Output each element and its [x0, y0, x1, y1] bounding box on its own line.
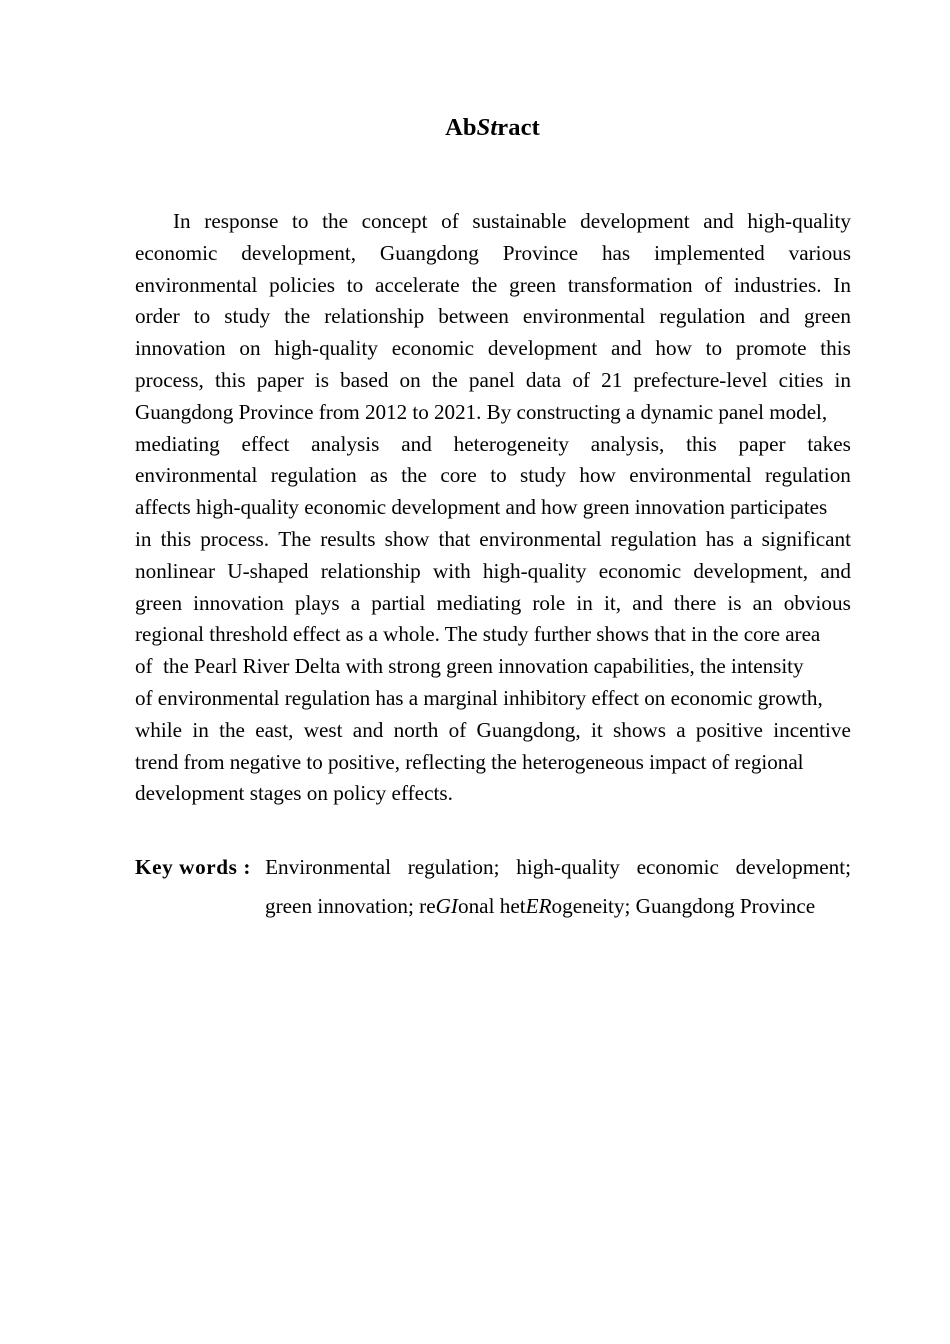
abstract-word: and — [352, 717, 384, 742]
abstract-word: process, — [135, 367, 204, 392]
abstract-word: development, — [241, 240, 357, 265]
abstract-word: incentive — [773, 717, 851, 742]
abstract-word: promote — [735, 336, 807, 361]
abstract-word: obvious — [783, 590, 851, 615]
abstract-word: environmental — [135, 272, 258, 297]
abstract-word: shows — [612, 717, 666, 742]
keyword-term: high-quality — [516, 855, 620, 879]
abstract-word: analysis, — [590, 431, 665, 456]
abstract-word: 21 — [601, 367, 623, 392]
keywords-terms-line-1 — [265, 848, 851, 887]
abstract-word: cities — [778, 367, 824, 392]
abstract-line — [135, 333, 851, 365]
abstract-word: this — [214, 367, 246, 392]
abstract-word: innovation — [193, 590, 284, 615]
abstract-word: sustainable — [472, 209, 567, 233]
abstract-word: paper — [256, 367, 304, 392]
abstract-word: to — [193, 304, 211, 329]
abstract-word: how — [655, 336, 692, 361]
abstract-word: process. — [200, 526, 270, 551]
abstract-word: is — [314, 367, 330, 392]
abstract-word: panel — [468, 367, 515, 392]
abstract-line: of environmental regulation has a marginal inhibitory effect on economic growth, — [135, 685, 823, 710]
abstract-word: to — [705, 336, 723, 361]
abstract-word: of — [441, 209, 459, 233]
keyword-segment: onal het — [457, 894, 526, 918]
abstract-word: on — [239, 336, 261, 361]
abstract-word: partial — [371, 590, 426, 615]
keyword-term: economic — [636, 855, 719, 879]
abstract-word: it — [590, 717, 603, 742]
abstract-word: of — [572, 367, 590, 392]
keyword-term: regulation; — [407, 855, 500, 879]
abstract-line — [135, 365, 851, 397]
keywords-label: Key words : — [135, 855, 252, 879]
abstract-word: innovation — [135, 336, 226, 361]
abstract-word: transformation — [567, 272, 693, 297]
abstract-word: plays — [294, 590, 340, 615]
abstract-line — [135, 715, 851, 747]
abstract-word: U-shaped — [227, 558, 309, 583]
abstract-word: high-quality — [747, 209, 851, 233]
abstract-word: order — [135, 304, 180, 329]
keyword-term: development; — [735, 855, 851, 879]
abstract-word: high-quality — [482, 558, 587, 583]
abstract-word: In — [173, 209, 191, 233]
abstract-line: regional threshold effect as a whole. The study further shows that in the core area — [135, 622, 821, 647]
abstract-word: a — [676, 717, 686, 742]
abstract-word: Province — [502, 240, 579, 265]
abstract-word: development — [487, 336, 598, 361]
abstract-word: environmental — [629, 463, 752, 488]
abstract-word: to — [490, 463, 507, 488]
abstract-word: green — [509, 272, 557, 297]
abstract-word: the — [219, 717, 245, 742]
keywords-line-1 — [135, 848, 851, 887]
abstract-word: Guangdong — [379, 240, 479, 265]
abstract-word: implemented — [654, 240, 765, 265]
abstract-line — [135, 206, 851, 238]
keyword-segment: green innovation; re — [265, 894, 436, 918]
abstract-word: this — [820, 336, 851, 361]
page-title — [135, 112, 850, 144]
abstract-word: prefecture-level — [633, 367, 768, 392]
abstract-line — [135, 238, 851, 270]
abstract-word: heterogeneity — [453, 431, 569, 456]
abstract-word: environmental — [522, 304, 646, 329]
abstract-word: green — [135, 590, 183, 615]
abstract-word: results — [320, 526, 376, 551]
abstract-word: the — [322, 209, 348, 233]
abstract-word: is — [727, 590, 742, 615]
abstract-word: study — [520, 463, 566, 488]
keyword-term: Environmental — [265, 855, 391, 879]
abstract-line — [135, 460, 851, 492]
keywords-line-2 — [135, 887, 851, 926]
abstract-word: Guangdong, — [476, 717, 581, 742]
abstract-word: policies — [269, 272, 336, 297]
abstract-word: to — [292, 209, 309, 233]
keyword-italic-segment: GI — [435, 894, 458, 918]
abstract-word: an — [752, 590, 773, 615]
abstract-word: and — [703, 209, 734, 233]
abstract-word: paper — [738, 431, 786, 456]
abstract-line: Guangdong Province from 2012 to 2021. By constructing a dynamic panel model, — [135, 399, 828, 424]
abstract-line — [135, 429, 851, 461]
abstract-line: development stages on policy effects. — [135, 781, 453, 806]
abstract-word: significant — [761, 526, 851, 551]
title-prefix: Ab — [445, 114, 477, 141]
abstract-line — [135, 556, 851, 588]
abstract-word: In — [833, 272, 851, 297]
abstract-word: that — [438, 526, 471, 551]
abstract-word: the — [431, 367, 458, 392]
abstract-word: this — [686, 431, 717, 456]
abstract-word: green — [803, 304, 851, 329]
abstract-word: high-quality — [274, 336, 378, 361]
abstract-word: of — [448, 717, 467, 742]
abstract-word: nonlinear — [135, 558, 216, 583]
abstract-word: the — [471, 272, 498, 297]
abstract-word: core — [440, 463, 477, 488]
abstract-word: regulation — [659, 304, 746, 329]
abstract-word: in — [834, 367, 851, 392]
abstract-word: accelerate — [375, 272, 460, 297]
abstract-word: environmental — [479, 526, 602, 551]
abstract-word: north — [393, 717, 439, 742]
abstract-word: in — [135, 526, 152, 551]
abstract-word: east, — [255, 717, 294, 742]
abstract-word: of — [704, 272, 723, 297]
abstract-word: and — [611, 336, 642, 361]
abstract-word: and — [759, 304, 790, 329]
abstract-word: to — [346, 272, 364, 297]
abstract-line — [135, 524, 851, 556]
abstract-word: industries. — [733, 272, 822, 297]
abstract-word: has — [601, 240, 631, 265]
abstract-word: data — [525, 367, 562, 392]
abstract-word: effect — [241, 431, 290, 456]
abstract-word: regulation — [764, 463, 851, 488]
abstract-word: this — [160, 526, 192, 551]
abstract-word: show — [384, 526, 430, 551]
abstract-word: a — [350, 590, 361, 615]
abstract-word: there — [673, 590, 717, 615]
keywords-block — [135, 848, 851, 926]
abstract-line — [135, 301, 851, 333]
title-suffix: ract — [497, 114, 540, 141]
abstract-word: study — [224, 304, 271, 329]
abstract-word: has — [705, 526, 734, 551]
abstract-word: The — [278, 526, 312, 551]
abstract-word: a — [743, 526, 753, 551]
abstract-word: the — [284, 304, 311, 329]
abstract-word: between — [438, 304, 509, 329]
abstract-word: mediating — [135, 431, 220, 456]
abstract-word: while — [135, 717, 183, 742]
abstract-word: mediating — [436, 590, 522, 615]
abstract-word: in — [192, 717, 209, 742]
keyword-italic-segment: ER — [525, 894, 552, 918]
abstract-word: how — [579, 463, 616, 488]
abstract-word: as — [370, 463, 388, 488]
abstract-word: relationship — [324, 304, 425, 329]
abstract-word: development, — [693, 558, 809, 583]
abstract-word: economic — [391, 336, 475, 361]
abstract-word: and — [401, 431, 432, 456]
abstract-word: analysis — [311, 431, 380, 456]
abstract-word: development — [580, 209, 690, 233]
abstract-paragraph — [135, 206, 851, 810]
abstract-word: in — [576, 590, 593, 615]
abstract-word: it, — [604, 590, 622, 615]
abstract-word: and — [820, 558, 851, 583]
abstract-word: role — [532, 590, 566, 615]
abstract-word: environmental — [135, 463, 258, 488]
abstract-word: based — [340, 367, 389, 392]
abstract-word: response — [204, 209, 279, 233]
abstract-word: takes — [807, 431, 851, 456]
abstract-word: regulation — [610, 526, 697, 551]
title-italic-part: St — [476, 114, 498, 141]
abstract-word: west — [303, 717, 343, 742]
abstract-word: relationship — [320, 558, 421, 583]
abstract-word: concept — [361, 209, 428, 233]
abstract-line — [135, 588, 851, 620]
keyword-segment: ogeneity; Guangdong Province — [551, 894, 816, 918]
abstract-word: economic — [135, 240, 218, 265]
abstract-line: trend from negative to positive, reflecting the heterogeneous impact of regional — [135, 749, 804, 774]
abstract-word: regulation — [270, 463, 357, 488]
abstract-word: economic — [598, 558, 682, 583]
abstract-word: positive — [695, 717, 763, 742]
abstract-word: on — [399, 367, 421, 392]
abstract-line: of the Pearl River Delta with strong green innovation capabilities, the intensity — [135, 654, 804, 679]
abstract-word: with — [433, 558, 471, 583]
abstract-line: affects high-quality economic development and how green innovation participates — [135, 495, 828, 520]
abstract-word: and — [632, 590, 663, 615]
abstract-word: various — [788, 240, 851, 265]
abstract-word: the — [401, 463, 427, 488]
abstract-line — [135, 270, 851, 302]
